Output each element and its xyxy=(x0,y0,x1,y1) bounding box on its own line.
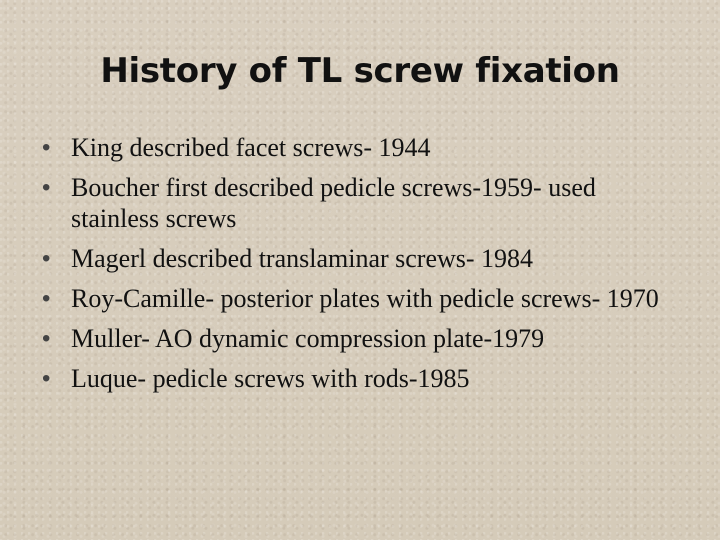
bullet-item-luque xyxy=(42,363,682,394)
bullet-item-magerl xyxy=(42,243,682,274)
bullet-text: Boucher first described pedicle screws-1959- used stainless screws xyxy=(71,173,596,233)
bullet-item-boucher xyxy=(42,172,682,234)
bullet-icon: • xyxy=(42,245,51,272)
bullet-text: Roy-Camille- posterior plates with pedicle screws- 1970 xyxy=(71,284,659,313)
slide-title: History of TL screw fixation xyxy=(100,51,620,91)
bullet-list xyxy=(42,132,682,403)
bullet-text: Muller- AO dynamic compression plate-1979 xyxy=(71,324,545,353)
bullet-item-roy-camille xyxy=(42,283,682,314)
bullet-icon: • xyxy=(42,325,51,352)
bullet-text: Luque- pedicle screws with rods-1985 xyxy=(71,364,470,393)
bullet-icon: • xyxy=(42,174,51,201)
bullet-icon: • xyxy=(42,365,51,392)
bullet-text: King described facet screws- 1944 xyxy=(71,133,431,162)
bullet-item-king xyxy=(42,132,682,163)
bullet-text: Magerl described translaminar screws- 1984 xyxy=(71,244,534,273)
bullet-icon: • xyxy=(42,285,51,312)
bullet-icon: • xyxy=(42,134,51,161)
bullet-item-muller xyxy=(42,323,682,354)
